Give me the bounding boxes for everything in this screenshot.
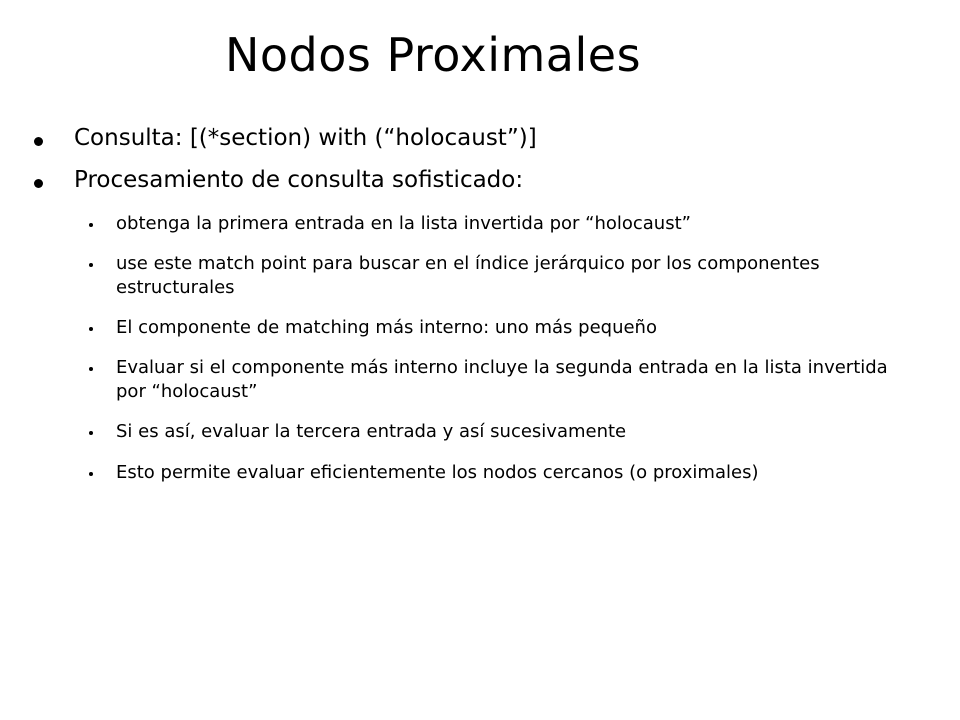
sub-bullet-item: [74, 420, 914, 443]
sub-bullet-dot-icon: [89, 367, 93, 371]
sub-bullet-dot-icon: [89, 327, 93, 331]
sub-bullet-text: obtenga la primera entrada en la lista invertida por “holocaust”: [116, 212, 691, 234]
bullet-list: [34, 124, 914, 501]
sub-bullet-text: Evaluar si el componente más interno incluye la segunda entrada en la lista invertida por “holocaust”: [116, 357, 888, 402]
sub-bullet-text: El componente de matching más interno: uno más pequeño: [116, 316, 657, 338]
sub-bullet-item: [74, 461, 914, 484]
sub-bullet-dot-icon: [89, 431, 93, 435]
sub-bullet-dot-icon: [89, 263, 93, 267]
sub-bullet-list: [74, 212, 914, 484]
sub-bullet-item: [74, 356, 914, 403]
bullet-text: Consulta: [(*section) with (“holocaust”)]: [74, 125, 537, 151]
sub-bullet-item: [74, 252, 914, 299]
sub-bullet-item: [74, 212, 914, 235]
sub-bullet-text: Esto permite evaluar eficientemente los nodos cercanos (o proximales): [116, 461, 759, 483]
bullet-item-processing: [34, 166, 914, 484]
sub-bullet-text: Si es así, evaluar la tercera entrada y así sucesivamente: [116, 421, 627, 443]
bullet-dot-icon: [34, 179, 43, 188]
bullet-dot-icon: [34, 137, 43, 146]
bullet-item-query: [34, 124, 914, 154]
bullet-text: Procesamiento de consulta sofisticado:: [74, 166, 524, 193]
sub-bullet-text: use este match point para buscar en el índice jerárquico por los componentes estructurales: [116, 253, 820, 298]
sub-bullet-dot-icon: [89, 223, 93, 227]
sub-bullet-item: [74, 316, 914, 339]
slide-title: Nodos Proximales: [224, 28, 642, 82]
sub-bullet-dot-icon: [89, 472, 93, 476]
